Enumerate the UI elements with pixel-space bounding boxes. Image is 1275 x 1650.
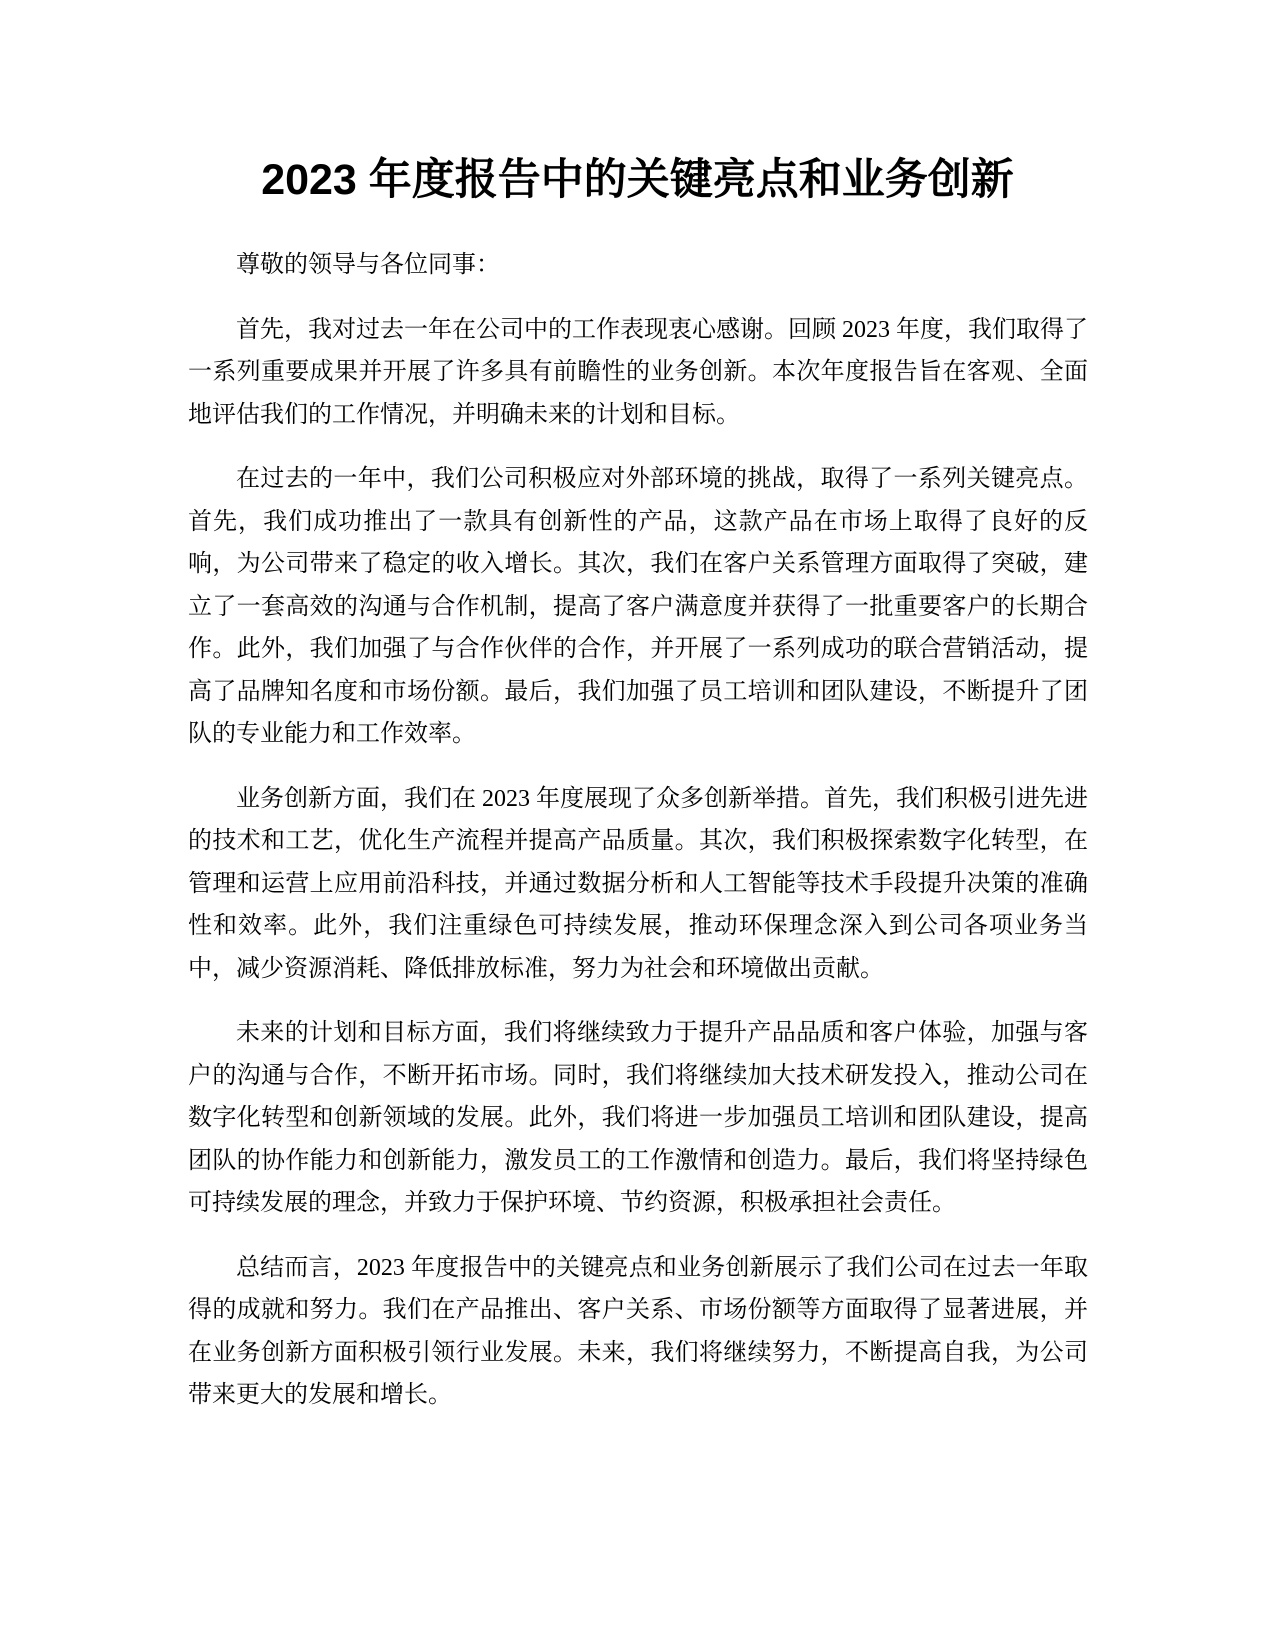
salutation: 尊敬的领导与各位同事： (236, 252, 500, 278)
paragraph-innovation: 业务创新方面，我们在 2023 年度展现了众多创新举措。首先，我们积极引进先进的技术和工艺，优化生产流程并提高产品质量。其次，我们积极探索数字化转型，在管理和运营上应用前沿科技，并通过数据分析和人工智能等技术手段提升决策的准确性和效率。此外，我们注重绿色可持续发展，推动环保理念深入到公司各项业务当中，减少资源消耗、降低排放标准，努力为社会和环境做出贡献。 (188, 785, 1088, 982)
document-title: 2023 年度报告中的关键亮点和业务创新 (261, 156, 1014, 204)
paragraph-highlights: 在过去的一年中，我们公司积极应对外部环境的挑战，取得了一系列关键亮点。首先，我们成功推出了一款具有创新性的产品，这款产品在市场上取得了良好的反响，为公司带来了稳定的收入增长。其次，我们在客户关系管理方面取得了突破，建立了一套高效的沟通与合作机制，提高了客户满意度并获得了一批重要客户的长期合作。此外，我们加强了与合作伙伴的合作，并开展了一系列成功的联合营销活动，提高了品牌知名度和市场份额。最后，我们加强了员工培训和团队建设，不断提升了团队的专业能力和工作效率。 (188, 466, 1088, 747)
paragraph-intro: 首先，我对过去一年在公司中的工作表现衷心感谢。回顾 2023 年度，我们取得了一系列重要成果并开展了许多具有前瞻性的业务创新。本次年度报告旨在客观、全面地评估我们的工作情况，并明确未来的计划和目标。 (188, 316, 1088, 428)
paragraph-future-plans: 未来的计划和目标方面，我们将继续致力于提升产品品质和客户体验，加强与客户的沟通与合作，不断开拓市场。同时，我们将继续加大技术研发投入，推动公司在数字化转型和创新领域的发展。此外，我们将进一步加强员工培训和团队建设，提高团队的协作能力和创新能力，激发员工的工作激情和创造力。最后，我们将坚持绿色可持续发展的理念，并致力于保护环境、节约资源，积极承担社会责任。 (188, 1020, 1088, 1216)
paragraph-conclusion: 总结而言，2023 年度报告中的关键亮点和业务创新展示了我们公司在过去一年取得的成就和努力。我们在产品推出、客户关系、市场份额等方面取得了显著进展，并在业务创新方面积极引领行业发展。未来，我们将继续努力，不断提高自我，为公司带来更大的发展和增长。 (188, 1254, 1088, 1408)
document-body (188, 244, 1088, 1439)
